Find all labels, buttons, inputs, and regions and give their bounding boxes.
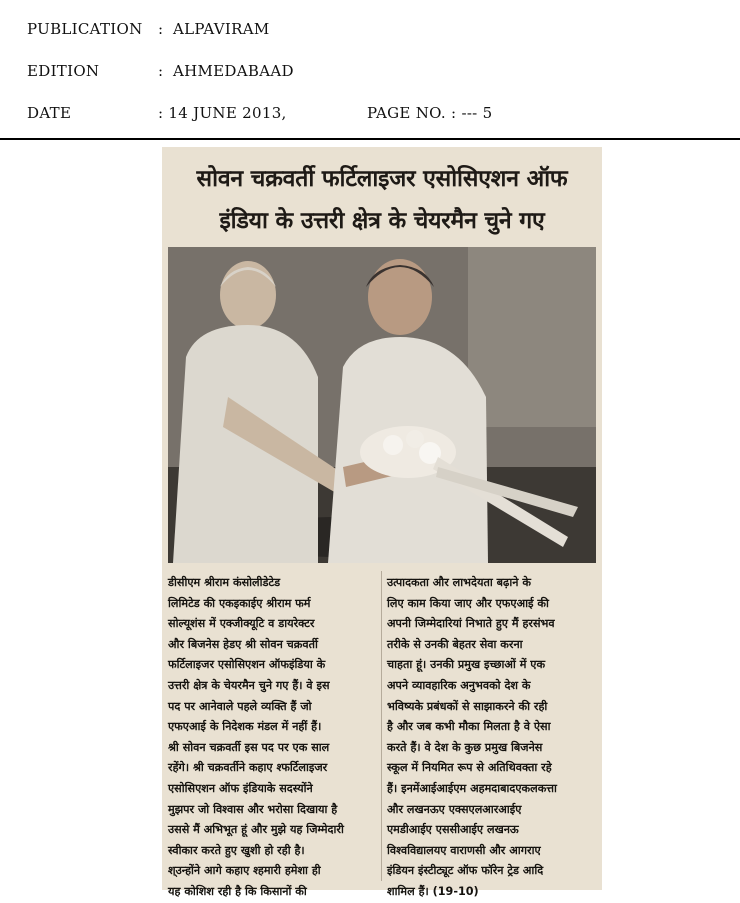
col1-line: मुझपर जो विश्वास और भरोसा दिखाया है <box>168 802 338 816</box>
photo-illustration <box>168 247 596 563</box>
publication-label: PUBLICATION <box>27 20 143 38</box>
col1-line: स्वीकार करते हुए खुशी हो रही है। <box>168 843 305 857</box>
headline-line-1: सोवन चक्रवर्ती फर्टिलाइजर एसोसिएशन ऑफ <box>196 166 568 192</box>
col1-line: और बिजनेस हेडए श्री सोवन चक्रवर्ती <box>168 637 318 651</box>
col2-line: लिए काम किया जाए और एफएआई की <box>387 596 549 610</box>
col1-line: उत्तरी क्षेत्र के चेयरमैन चुने गए हैं। वे इस <box>168 678 330 692</box>
col1-line: श्री सोवन चक्रवर्ती इस पद पर एक साल <box>168 740 330 754</box>
col2-line: भविष्यके प्रबंधकों से साझाकरने की रही <box>387 699 548 713</box>
col1-line: लिमिटेड की एकइकाईए श्रीराम फर्म <box>168 596 311 610</box>
col2-line: इंडियन इंस्टीट्यूट ऑफ फॉरेन ट्रेड आदि <box>387 864 544 878</box>
col1-line: श्उन्होंने आगे कहाए श्हमारी हमेशा ही <box>168 864 321 878</box>
col2-line: और लखनऊए एक्सएलआरआईए <box>387 802 522 816</box>
col1-line: उससे मैं अभिभूत हूं और मुझे यह जिम्मेदारी <box>168 823 344 837</box>
article-column-1 <box>168 573 378 903</box>
header-divider <box>0 138 740 140</box>
col2-line: करते हैं। वे देश के कुछ प्रमुख बिजनेस <box>387 740 543 754</box>
column-divider <box>381 571 382 881</box>
edition-value: AHMEDABAAD <box>173 62 294 80</box>
news-photo <box>168 247 596 563</box>
col1-line: रहेंगे। श्री चक्रवर्तीने कहाए श्फर्टिलाइजर <box>168 761 328 775</box>
col1-line: पद पर आनेवाले पहले व्यक्ति हैं जो <box>168 699 312 713</box>
newspaper-clipping <box>162 147 602 898</box>
col1-line: यह कोशिश रही है कि किसानों की <box>168 884 307 898</box>
col1-line: एसोसिएशन ऑफ इंडियाके सदस्योंने <box>168 781 313 795</box>
col2-line: हैं। इनमेंआईआईएम अहमदाबादएकलकत्ता <box>387 781 557 795</box>
edition-label: EDITION <box>27 62 100 80</box>
col1-line: सोल्यूशंस में एक्जीक्यूटि व डायरेक्टर <box>168 617 315 631</box>
col1-line: एफएआई के निदेशक मंडल में नहीं हैं। <box>168 720 322 734</box>
col2-line: चाहता हूं। उनकी प्रमुख इच्छाओं में एक <box>387 658 546 672</box>
article-column-2 <box>387 573 597 903</box>
date-label: DATE <box>27 104 72 122</box>
col2-line: अपने व्यावहारिक अनुभवको देश के <box>387 678 531 692</box>
col2-line: अपनी जिम्मेदारियां निभाते हुए मैं हरसंभव <box>387 617 555 631</box>
headline-line-2: इंडिया के उत्तरी क्षेत्र के चेयरमैन चुने गए <box>219 208 545 234</box>
col2-line: तरीके से उनकी बेहतर सेवा करना <box>387 637 523 651</box>
col2-line: शामिल हैं। (19-10) <box>387 884 479 898</box>
page-number: PAGE NO. : --- 5 <box>367 104 493 122</box>
col2-line: एमडीआईए एससीआईए लखनऊ <box>387 823 519 837</box>
col2-line: स्कूल में नियमित रूप से अतिथिवक्ता रहे <box>387 761 552 775</box>
col1-line: डीसीएम श्रीराम कंसोलीडेटेड <box>168 576 281 589</box>
edition-colon: : <box>158 62 164 80</box>
col2-line: उत्पादकता और लाभदेयता बढ़ाने के <box>387 576 531 589</box>
col2-line: विश्वविद्यालयए वाराणसी और आगराए <box>387 843 541 857</box>
date-value: : 14 JUNE 2013, <box>158 104 287 122</box>
publication-colon: : <box>158 20 164 38</box>
col1-line: फर्टिलाइजर एसोसिएशन ऑफइंडिया के <box>168 658 326 672</box>
publication-value: ALPAVIRAM <box>173 20 270 38</box>
col2-line: है और जब कभी मौका मिलता है वे ऐसा <box>387 720 551 734</box>
